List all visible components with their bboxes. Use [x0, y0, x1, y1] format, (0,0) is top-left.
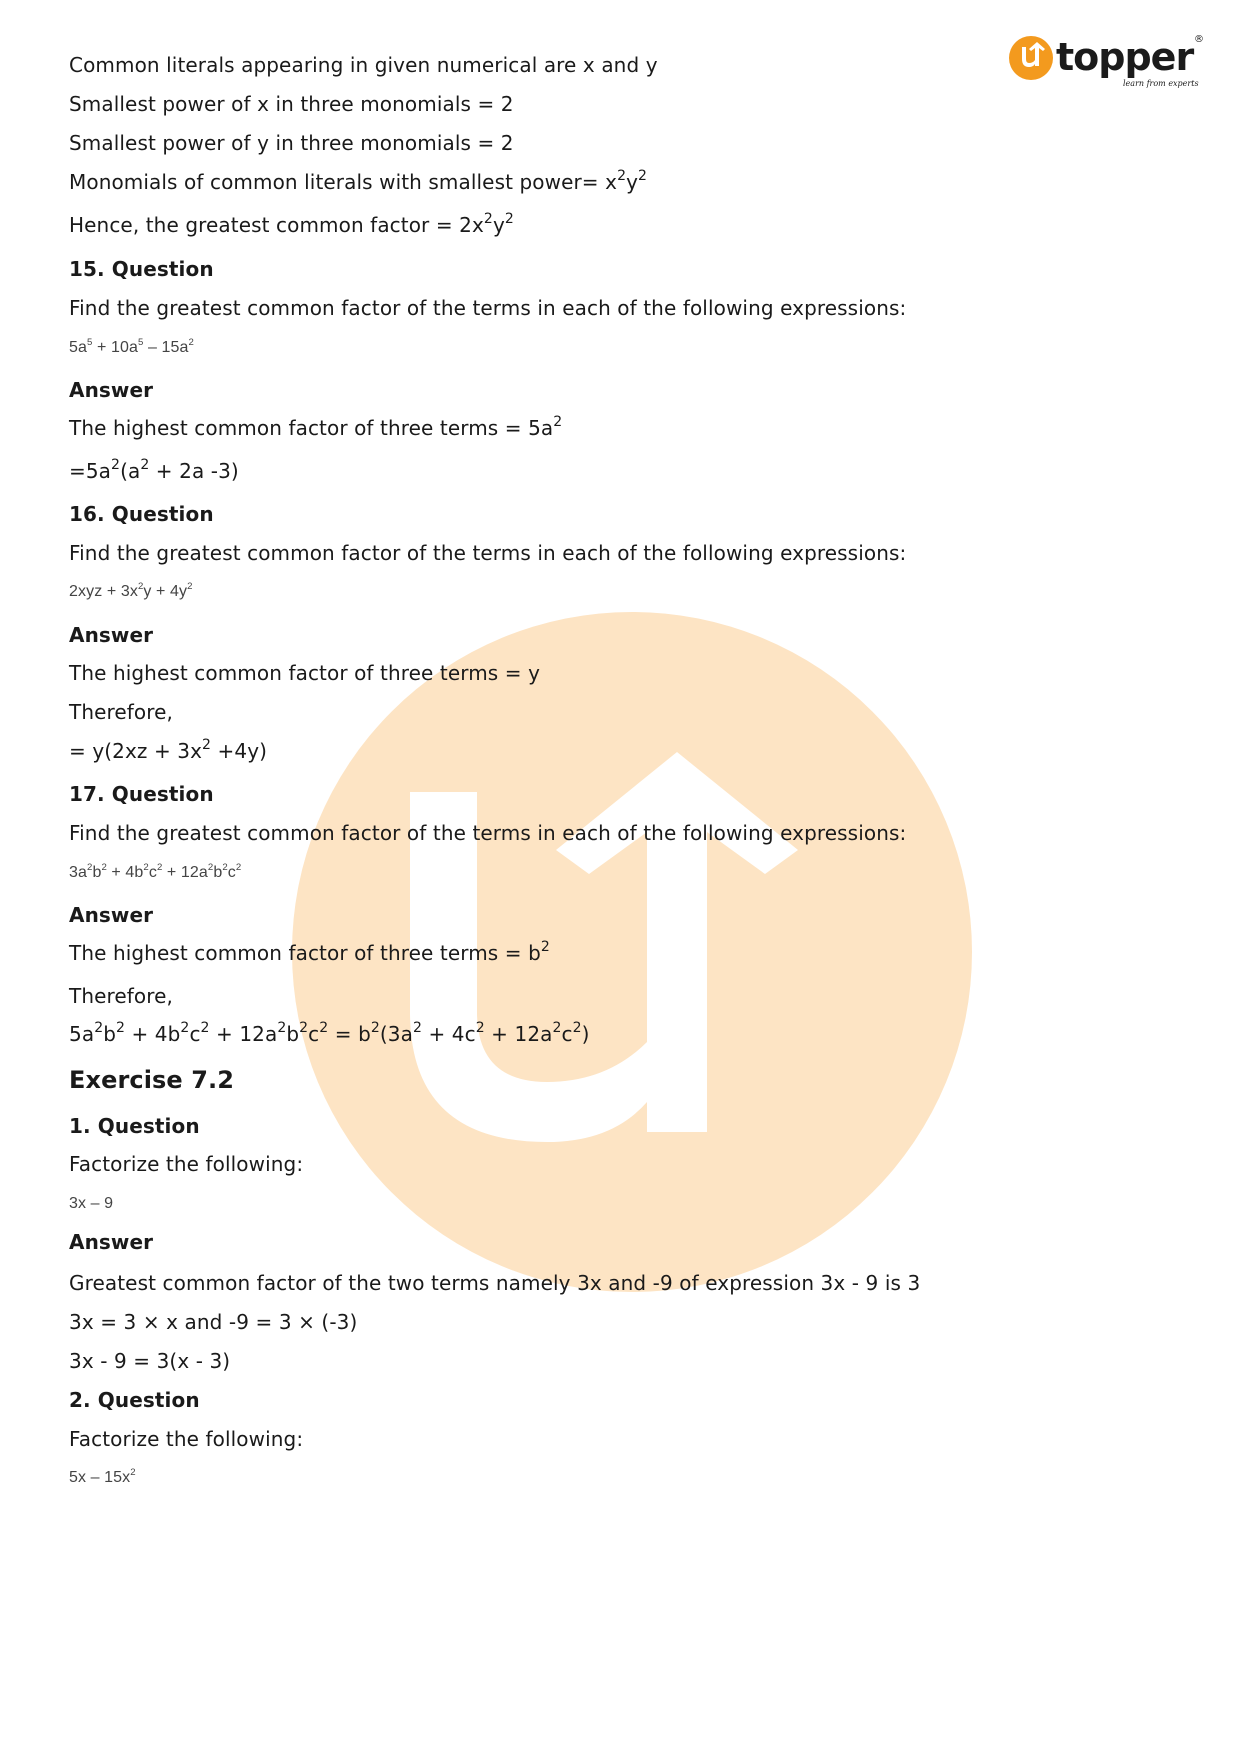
section-heading: 16. Question — [69, 502, 214, 526]
math-expression: 3x – 9 — [69, 1195, 114, 1212]
text-line: The highest common factor of three terms = $5a^2$ — [69, 413, 563, 440]
text-line: Hence, the greatest common factor = $2x^2y^2$ — [69, 210, 514, 237]
text-line: 3x = 3 × x and -9 = 3 × (-3) — [69, 1310, 358, 1334]
math-expression: $5x - 15x^2$ — [69, 1466, 136, 1486]
section-heading: Answer — [69, 378, 154, 402]
math-expression: $3a^2b^2 + 4b^2c^2 + 12a^2b^2c^2$ — [69, 861, 242, 881]
topper-logo — [1008, 28, 1208, 94]
section-heading: 17. Question — [69, 782, 214, 806]
logo-tagline-text: learn from experts — [1123, 79, 1199, 88]
text-line: Therefore, — [69, 984, 174, 1008]
text-line: Therefore, — [69, 700, 174, 724]
text-line: Smallest power of x in three monomials = 2 — [69, 92, 514, 116]
section-heading: Answer — [69, 623, 154, 647]
math-expression: $5a^5 + 10a^5 - 15a^2$ — [69, 336, 194, 356]
text-line: Find the greatest common factor of the terms in each of the following expressions: — [69, 821, 907, 845]
section-heading: 1. Question — [69, 1114, 200, 1138]
text-line: $=5a^2(a^2 + 2a$ -3) — [69, 456, 239, 483]
exercise-title: Exercise 7.2 — [69, 1066, 235, 1094]
text-line: Find the greatest common factor of the terms in each of the following expressions: — [69, 541, 907, 565]
text-line: $5a^2b^2 + 4b^2c^2 + 12a^2b^2c^2 = b^2(3a^2 + 4c^2 + 12a^2c^2)$ — [69, 1019, 590, 1046]
section-heading: 2. Question — [69, 1388, 200, 1412]
text-line: Smallest power of y in three monomials = 2 — [69, 131, 514, 155]
text-line: Factorize the following: — [69, 1152, 304, 1176]
text-line: Find the greatest common factor of the terms in each of the following expressions: — [69, 296, 907, 320]
section-heading: Answer — [69, 1230, 154, 1254]
text-line: The highest common factor of three terms = $b^2$ — [69, 938, 550, 965]
section-heading: 15. Question — [69, 257, 214, 281]
text-line: Monomials of common literals with smallest power= $x^2y^2$ — [69, 167, 648, 194]
text-line: = $y(2xz + 3x^2 +4y)$ — [69, 736, 268, 763]
logo-brand-text: topper — [1056, 35, 1194, 79]
section-heading: Answer — [69, 903, 154, 927]
registered-mark: ® — [1194, 34, 1204, 45]
math-expression: $2xyz + 3x^2y + 4y^2$ — [69, 580, 193, 600]
text-line: Greatest common factor of the two terms namely 3x and -9 of expression 3x - 9 is 3 — [69, 1271, 921, 1295]
text-line: The highest common factor of three terms = y — [69, 661, 541, 685]
text-line: Factorize the following: — [69, 1427, 304, 1451]
text-line: Common literals appearing in given numerical are x and y — [69, 53, 658, 77]
text-line: 3x - 9 = 3(x - 3) — [69, 1349, 231, 1373]
